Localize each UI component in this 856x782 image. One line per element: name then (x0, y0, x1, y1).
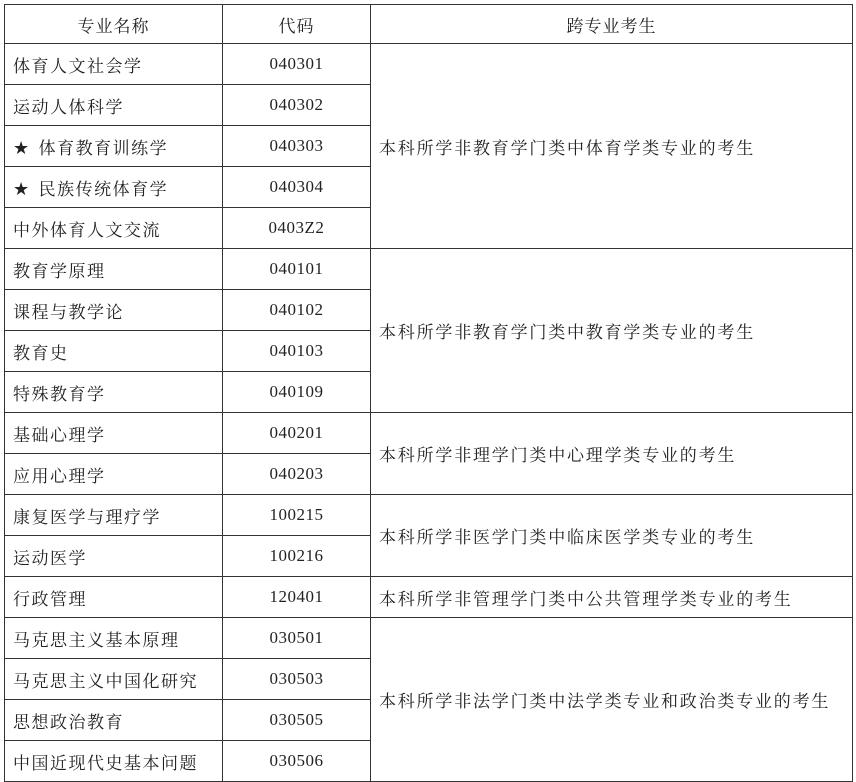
major-code: 030503 (223, 659, 371, 700)
major-name: 运动医学 (13, 548, 87, 569)
major-name-cell (5, 126, 223, 167)
major-name-cell (5, 536, 223, 577)
cross-major-requirement: 本科所学非教育学门类中教育学类专业的考生 (371, 249, 853, 413)
major-code: 040103 (223, 331, 371, 372)
major-name: 运动人体科学 (13, 97, 124, 118)
major-code: 040201 (223, 413, 371, 454)
major-name: 马克思主义中国化研究 (13, 671, 198, 692)
header-row (5, 5, 853, 44)
major-code: 030506 (223, 741, 371, 782)
major-code: 040301 (223, 44, 371, 85)
table-row (5, 249, 853, 290)
major-name-cell (5, 413, 223, 454)
cross-major-requirement: 本科所学非理学门类中心理学类专业的考生 (371, 413, 853, 495)
major-name-cell (5, 495, 223, 536)
major-code: 040302 (223, 85, 371, 126)
major-name: 中外体育人文交流 (13, 220, 161, 241)
major-name-cell (5, 372, 223, 413)
header-cross-major: 跨专业考生 (371, 5, 853, 44)
major-code: 040203 (223, 454, 371, 495)
major-name: 教育史 (13, 343, 69, 364)
cross-major-requirement: 本科所学非医学门类中临床医学类专业的考生 (371, 495, 853, 577)
major-name: 康复医学与理疗学 (13, 507, 161, 528)
major-name: 行政管理 (13, 589, 87, 610)
major-name-cell (5, 167, 223, 208)
major-code: 030505 (223, 700, 371, 741)
major-name-cell (5, 85, 223, 126)
star-icon: ★ (13, 178, 31, 200)
cross-major-requirement: 本科所学非教育学门类中体育学类专业的考生 (371, 44, 853, 249)
major-code: 040303 (223, 126, 371, 167)
major-code: 0403Z2 (223, 208, 371, 249)
major-name: 体育教育训练学 (38, 138, 169, 159)
major-name-cell (5, 249, 223, 290)
cross-major-requirement: 本科所学非管理学门类中公共管理学类专业的考生 (371, 577, 853, 618)
major-name-cell (5, 44, 223, 85)
major-name-cell (5, 208, 223, 249)
major-code: 100216 (223, 536, 371, 577)
major-code: 040101 (223, 249, 371, 290)
major-code: 040304 (223, 167, 371, 208)
major-name: 中国近现代史基本问题 (13, 753, 198, 774)
major-name: 体育人文社会学 (13, 56, 143, 77)
major-code: 030501 (223, 618, 371, 659)
star-icon: ★ (13, 137, 31, 159)
major-code: 040102 (223, 290, 371, 331)
major-code: 040109 (223, 372, 371, 413)
major-code: 100215 (223, 495, 371, 536)
table-row (5, 577, 853, 618)
table-row (5, 413, 853, 454)
table-row (5, 44, 853, 85)
major-name: 应用心理学 (13, 466, 106, 487)
major-name-cell (5, 454, 223, 495)
major-name: 课程与教学论 (13, 302, 124, 323)
major-name: 教育学原理 (13, 261, 106, 282)
header-major-name: 专业名称 (5, 5, 223, 44)
major-name: 民族传统体育学 (38, 179, 169, 200)
table-body (5, 44, 853, 782)
major-name-cell (5, 659, 223, 700)
major-name-cell (5, 618, 223, 659)
major-name-cell (5, 577, 223, 618)
cross-major-requirement: 本科所学非法学门类中法学类专业和政治类专业的考生 (371, 618, 853, 782)
major-name: 马克思主义基本原理 (13, 630, 180, 651)
table-row (5, 618, 853, 659)
table-header (5, 5, 853, 44)
major-code: 120401 (223, 577, 371, 618)
major-name: 特殊教育学 (13, 384, 106, 405)
table-row (5, 495, 853, 536)
major-name: 思想政治教育 (13, 712, 124, 733)
major-name-cell (5, 290, 223, 331)
major-name: 基础心理学 (13, 425, 106, 446)
header-code: 代码 (223, 5, 371, 44)
major-name-cell (5, 700, 223, 741)
major-table (4, 4, 853, 782)
major-name-cell (5, 741, 223, 782)
major-name-cell (5, 331, 223, 372)
